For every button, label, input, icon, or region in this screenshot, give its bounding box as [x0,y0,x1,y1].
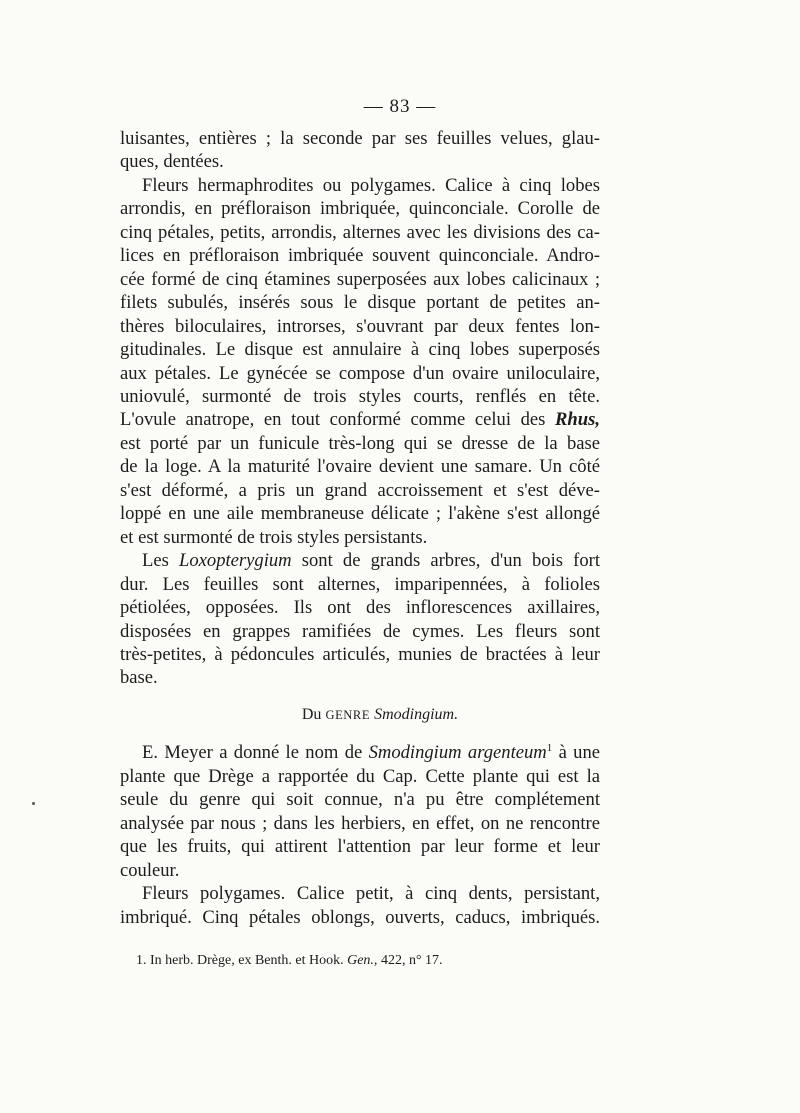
genus-name-rhus: Rhus, [555,409,600,431]
text-line: Fleurs polygames. Calice petit, à cinq dents, persistant, [142,883,600,905]
text-line: est porté par un funicule très-long qui se dresse de la base [120,432,600,454]
genus-name-loxopterygium: Loxopterygium [179,550,292,572]
text-line: thères biloculaires, introrses, s'ouvrant par deux fentes lon- [120,315,600,337]
heading-genus: Smodingium. [374,705,459,723]
section-heading [120,703,600,727]
text-line: uniovulé, surmonté de trois styles courts, renflés en tête. [120,385,600,407]
text-segment: E. Meyer a donné le nom de [142,742,369,764]
text-line: cinq pétales, petits, arrondis, alternes avec les divisions des ca- [120,221,600,243]
text-line: de la loge. A la maturité l'ovaire devient une samare. Un côté [120,456,600,478]
text-line: très-petites, à pédoncules articulés, munies de bractées à leur [120,643,600,665]
text-line: dur. Les feuilles sont alternes, imparipennées, à folioles [120,573,600,595]
text-line [120,408,600,431]
text-line: luisantes, entières ; la seconde par ses feuilles velues, glau- [120,128,600,149]
text-line [120,549,600,572]
text-segment: L'ovule anatrope, en tout conformé comme celui des [120,409,556,431]
text-line: couleur. [120,859,180,881]
text-line: analysée par nous ; dans les herbiers, en effet, on ne rencontre [120,812,600,834]
text-line [120,741,600,764]
text-line: que les fruits, qui attirent l'attention par leur forme et leur [120,836,600,858]
text-line: cée formé de cinq étamines superposées aux lobes calicinaux ; [120,268,600,290]
text-line: filets subulés, insérés sous le disque portant de petites an- [120,292,600,314]
text-line: gitudinales. Le disque est annulaire à cinq lobes superposés [120,339,600,361]
text-line: loppé en une aile membraneuse délicate ; l'akène s'est allongé [120,503,600,525]
text-segment: à une [552,742,600,764]
text-line: et est surmonté de trois styles persistants. [120,526,428,548]
text-line: disposées en grappes ramifiées de cymes. Les fleurs sont [120,620,600,642]
text-line: aux pétales. Le gynécée se compose d'un ovaire uniloculaire, [120,362,600,384]
text-line: Fleurs hermaphrodites ou polygames. Calice à cinq lobes [142,174,600,196]
text-segment: Les [142,550,180,572]
page-number: — 83 — [363,96,437,117]
text-line: seule du genre qui soit connue, n'a pu être complétement [120,789,600,811]
footnote-text: In herb. Drège, ex Benth. et Hook. [146,953,348,968]
heading-prefix: Du [301,705,326,723]
main-text [120,127,600,929]
text-line: ques, dentées. [120,151,224,173]
text-line: base. [120,667,158,689]
text-line: plante que Drège a rapportée du Cap. Cette plante qui est la [120,765,600,787]
text-line: arrondis, en préfloraison imbriquée, quinconciale. Corolle de [120,198,600,220]
text-line: s'est déformé, a pris un grand accroissement et s'est déve- [120,479,600,501]
text-line: pétiolées, opposées. Ils ont des inflorescences axillaires, [120,597,600,619]
species-name: Smodingium argenteum [368,742,547,764]
heading-smallcaps: GENRE [325,707,371,722]
footnote-number: 1. [136,953,147,968]
margin-speck [32,802,35,805]
text-segment: sont de grands arbres, d'un bois fort [291,550,601,572]
text-line: lices en préfloraison imbriquée souvent quinconciale. Andro- [120,245,600,267]
footnote-text: 422, n° 17. [377,953,443,968]
text-line: imbriqué. Cinq pétales oblongs, ouverts, caducs, imbriqués. [120,906,600,928]
footnote-marker: 1 [546,742,553,755]
footnote [136,952,596,970]
footnote-italic: Gen., [347,953,378,968]
